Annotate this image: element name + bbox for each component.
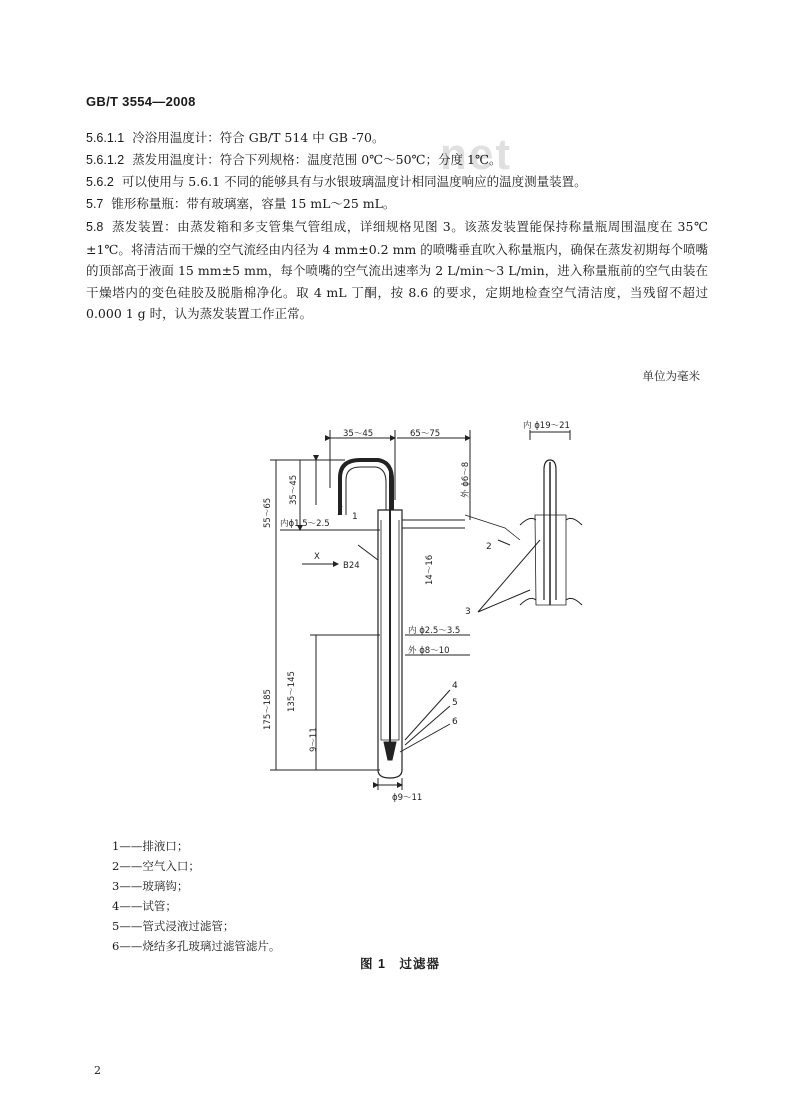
clause-number: 5.6.1.1 bbox=[86, 131, 125, 145]
dim-inner-2-5-3-5: 内 ϕ2.5～3.5 bbox=[408, 626, 461, 636]
legend-item: 6——烧结多孔玻璃过滤管滤片。 bbox=[112, 939, 281, 953]
callout-2: 2 bbox=[486, 542, 492, 552]
dim-phi-9-11: ϕ9～11 bbox=[392, 793, 423, 803]
clause-5-6-2 bbox=[86, 172, 706, 192]
legend-item: 2——空气入口； bbox=[112, 859, 200, 873]
dim-35-45-top: 35～45 bbox=[343, 429, 374, 439]
callout-3: 3 bbox=[465, 607, 471, 617]
dim-inner-1-5-2-5: 内ϕ1.5～2.5 bbox=[280, 519, 330, 529]
joint-label-b24: B24 bbox=[343, 561, 360, 571]
dim-135-145: 135～145 bbox=[287, 671, 297, 712]
callout-6: 6 bbox=[452, 717, 458, 727]
figure-caption: 图 1 过滤器 bbox=[360, 957, 440, 971]
clause-text: 蒸发用温度计：符合下列规格：温度范围 0℃～50℃；分度 1℃。 bbox=[132, 152, 502, 167]
clause-5-6-1-2 bbox=[86, 150, 706, 170]
dim-9-11: 9～11 bbox=[309, 727, 319, 752]
clause-text: 冷浴用温度计：符合 GB/T 514 中 GB -70。 bbox=[132, 130, 385, 145]
figure-legend bbox=[112, 836, 280, 956]
clause-number: 5.7 bbox=[86, 197, 104, 211]
clause-5-8 bbox=[86, 216, 708, 325]
legend-item: 1——排液口； bbox=[112, 839, 189, 853]
clause-text: 可以使用与 5.6.1 不同的能够具有与水银玻璃温度计相同温度响应的温度测量装置。 bbox=[121, 174, 587, 189]
clause-text: 锥形称量瓶：带有玻璃塞，容量 15 mL～25 mL。 bbox=[111, 196, 396, 211]
dim-65-75: 65～75 bbox=[410, 429, 441, 439]
clause-number: 5.6.1.2 bbox=[86, 153, 125, 167]
dim-175-185: 175～185 bbox=[263, 689, 273, 730]
clause-text: 蒸发装置：由蒸发箱和多支管集气管组成，详细规格见图 3。该蒸发装置能保持称量瓶周围温度在 35℃±1℃。将清洁而干燥的空气流经由内径为 4 mm±0.2 mm 的喷嘴垂直吹入称量瓶内，确保在蒸发初期每个喷嘴的顶部高于液面 15 mm±5 mm，每个喷嘴的空气流出速率为 2 L/min～3 L/min，进入称量瓶前的空气由装在干燥塔内的变色硅胶及脱脂棉净化。取 4 mL 丁酮，按 8.6 的要求，定期地检查空气清洁度，当残留不超过 0.000 1 g 时，认为蒸发装置工作正常。 bbox=[86, 219, 708, 321]
clause-number: 5.6.2 bbox=[86, 175, 114, 189]
legend-item: 3——玻璃钩； bbox=[112, 879, 189, 893]
dim-14-16: 14～16 bbox=[425, 554, 435, 585]
unit-note: 单位为毫米 bbox=[642, 369, 700, 383]
dim-outer-8-10: 外 ϕ8～10 bbox=[408, 646, 450, 656]
clause-number: 5.8 bbox=[86, 220, 104, 234]
clause-5-6-1-1 bbox=[86, 128, 706, 148]
callout-4: 4 bbox=[452, 681, 458, 691]
legend-item: 5——管式浸液过滤管； bbox=[112, 919, 235, 933]
callout-5: 5 bbox=[452, 698, 458, 708]
standard-number: GB/T 3554—2008 bbox=[86, 94, 196, 109]
page-number: 2 bbox=[94, 1064, 101, 1077]
dim-inner-19-21: 内 ϕ19～21 bbox=[523, 421, 570, 431]
dim-outer-6-8: 外 ϕ6～8 bbox=[461, 461, 471, 498]
watermark: net bbox=[440, 130, 512, 179]
dim-55-65: 55～65 bbox=[263, 497, 273, 528]
section-label-x: X bbox=[314, 552, 320, 562]
legend-item: 4——试管； bbox=[112, 899, 177, 913]
callout-1: 1 bbox=[352, 512, 358, 522]
clause-5-7 bbox=[86, 194, 706, 214]
dim-35-45-vert: 35～45 bbox=[289, 474, 299, 505]
